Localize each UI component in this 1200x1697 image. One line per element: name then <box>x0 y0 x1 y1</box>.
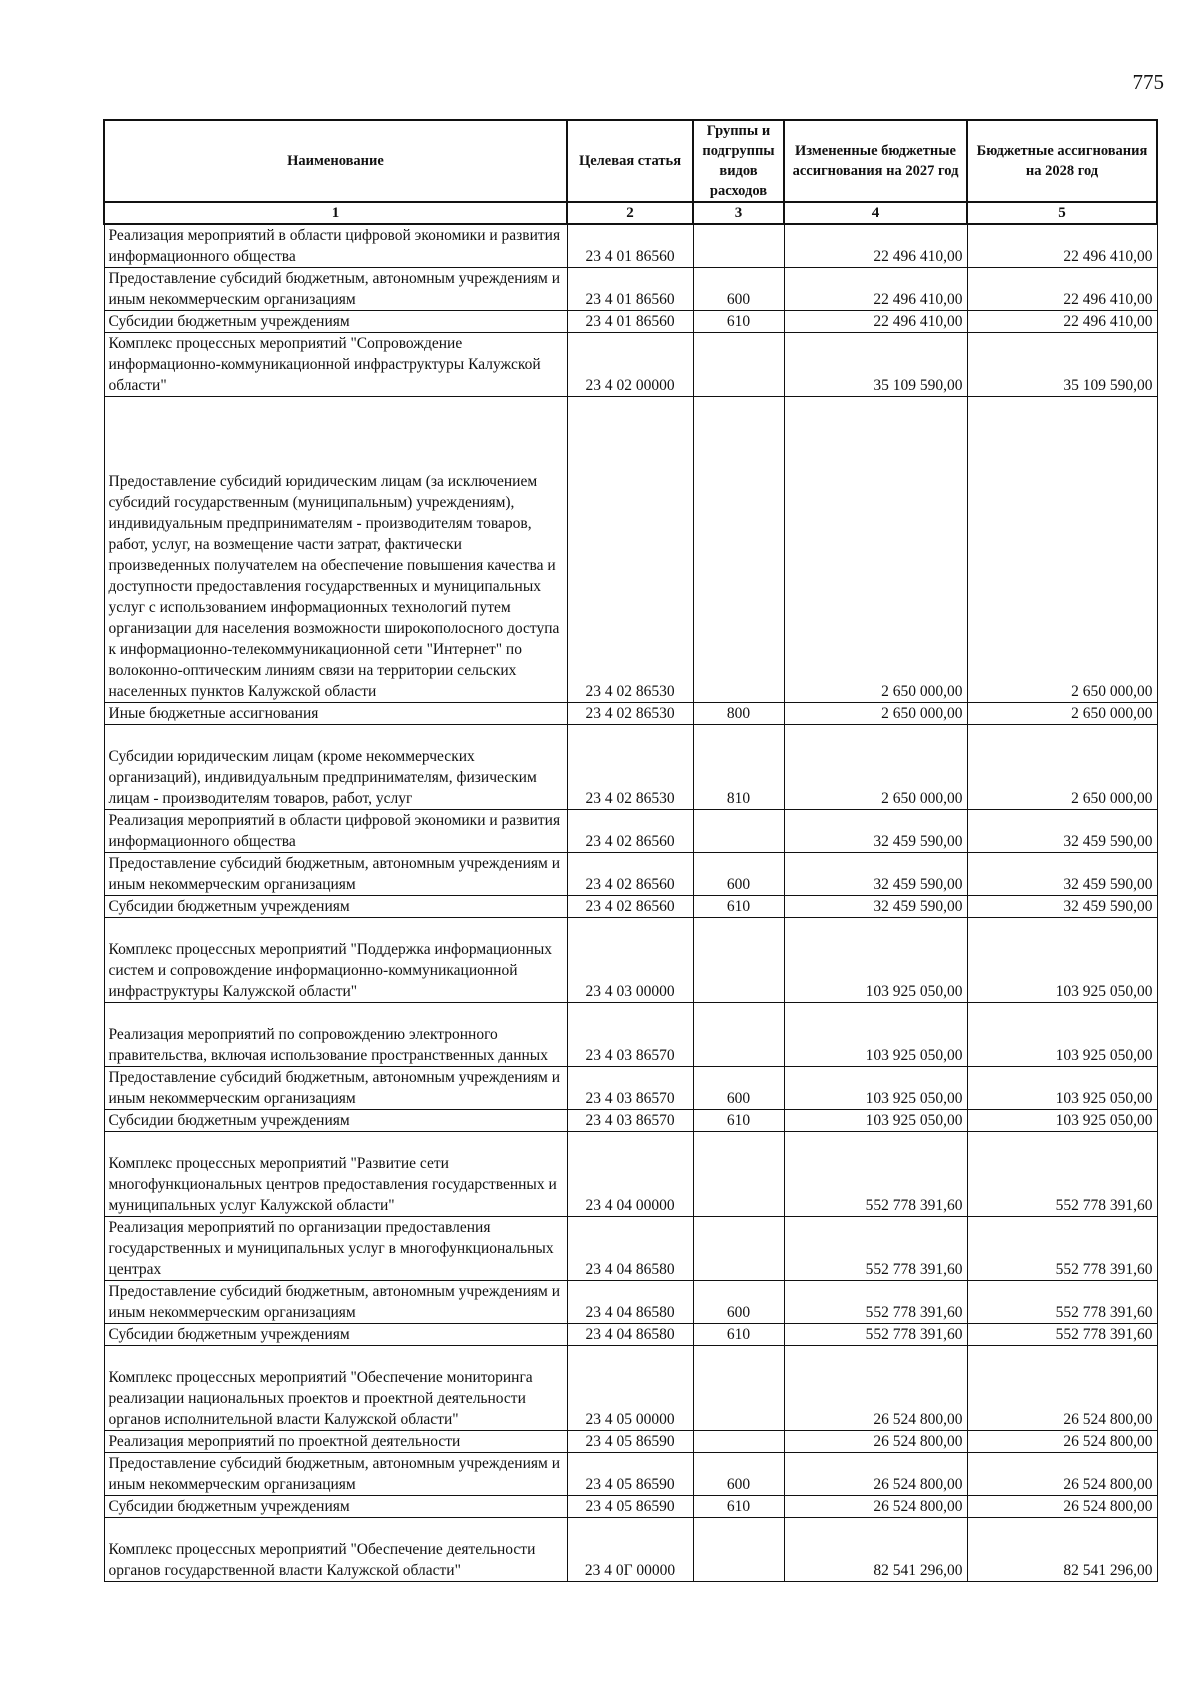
row-amount-2028: 552 778 391,60 <box>967 1324 1157 1346</box>
row-expense-group <box>693 224 784 268</box>
row-amount-2027: 552 778 391,60 <box>784 1324 967 1346</box>
row-amount-2027: 22 496 410,00 <box>784 268 967 311</box>
row-target-article: 23 4 04 86580 <box>567 1281 693 1324</box>
column-number: 2 <box>567 202 693 224</box>
row-amount-2027: 22 496 410,00 <box>784 311 967 333</box>
table-row <box>104 268 1157 311</box>
column-number: 5 <box>967 202 1157 224</box>
row-name: Реализация мероприятий по сопровождению электронного правительства, включая использование пространственных данных <box>104 1003 567 1067</box>
row-name: Субсидии бюджетным учреждениям <box>104 1324 567 1346</box>
row-amount-2028: 2 650 000,00 <box>967 703 1157 725</box>
header-target-article: Целевая статья <box>567 120 693 202</box>
column-number: 3 <box>693 202 784 224</box>
row-amount-2027: 35 109 590,00 <box>784 333 967 397</box>
row-amount-2027: 32 459 590,00 <box>784 896 967 918</box>
table-row <box>104 896 1157 918</box>
row-name: Комплекс процессных мероприятий "Обеспечение мониторинга реализации национальных проектов и проектной деятельности органов исполнительной власти Калужской области" <box>104 1346 567 1431</box>
row-name: Субсидии бюджетным учреждениям <box>104 1496 567 1518</box>
row-target-article: 23 4 03 86570 <box>567 1067 693 1110</box>
row-amount-2028: 552 778 391,60 <box>967 1132 1157 1217</box>
row-name: Иные бюджетные ассигнования <box>104 703 567 725</box>
row-expense-group <box>693 1217 784 1281</box>
table-row <box>104 1496 1157 1518</box>
row-name: Субсидии бюджетным учреждениям <box>104 311 567 333</box>
row-expense-group: 610 <box>693 311 784 333</box>
table-row <box>104 703 1157 725</box>
row-target-article: 23 4 03 86570 <box>567 1110 693 1132</box>
row-target-article: 23 4 05 00000 <box>567 1346 693 1431</box>
row-amount-2027: 2 650 000,00 <box>784 397 967 703</box>
header-allocations-2028: Бюджетные ассигнования на 2028 год <box>967 120 1157 202</box>
row-amount-2028: 26 524 800,00 <box>967 1453 1157 1496</box>
row-expense-group: 800 <box>693 703 784 725</box>
row-amount-2028: 552 778 391,60 <box>967 1281 1157 1324</box>
table-row <box>104 853 1157 896</box>
row-name: Предоставление субсидий бюджетным, автономным учреждениям и иным некоммерческим организациям <box>104 1453 567 1496</box>
row-target-article: 23 4 02 86530 <box>567 725 693 810</box>
table-row <box>104 1003 1157 1067</box>
row-expense-group: 600 <box>693 1453 784 1496</box>
row-expense-group <box>693 397 784 703</box>
row-expense-group <box>693 1003 784 1067</box>
row-expense-group: 610 <box>693 1496 784 1518</box>
row-amount-2027: 32 459 590,00 <box>784 853 967 896</box>
row-target-article: 23 4 02 86560 <box>567 810 693 853</box>
row-target-article: 23 4 02 86560 <box>567 853 693 896</box>
table-row <box>104 224 1157 268</box>
row-amount-2028: 552 778 391,60 <box>967 1217 1157 1281</box>
row-amount-2028: 32 459 590,00 <box>967 896 1157 918</box>
row-target-article: 23 4 05 86590 <box>567 1453 693 1496</box>
row-amount-2028: 22 496 410,00 <box>967 311 1157 333</box>
row-expense-group <box>693 810 784 853</box>
row-amount-2027: 26 524 800,00 <box>784 1346 967 1431</box>
row-expense-group: 600 <box>693 1281 784 1324</box>
table-row <box>104 1110 1157 1132</box>
row-expense-group <box>693 1132 784 1217</box>
row-target-article: 23 4 04 86580 <box>567 1217 693 1281</box>
row-amount-2027: 26 524 800,00 <box>784 1496 967 1518</box>
table-row <box>104 333 1157 397</box>
row-name: Предоставление субсидий бюджетным, автономным учреждениям и иным некоммерческим организациям <box>104 268 567 311</box>
row-amount-2028: 26 524 800,00 <box>967 1431 1157 1453</box>
row-amount-2028: 103 925 050,00 <box>967 1110 1157 1132</box>
row-target-article: 23 4 04 00000 <box>567 1132 693 1217</box>
table-row <box>104 1217 1157 1281</box>
row-expense-group <box>693 333 784 397</box>
table-body <box>104 224 1157 1582</box>
row-name: Комплекс процессных мероприятий "Поддержка информационных систем и сопровождение информационно-коммуникационной инфраструктуры Калужской области" <box>104 918 567 1003</box>
row-amount-2028: 26 524 800,00 <box>967 1346 1157 1431</box>
row-name: Комплекс процессных мероприятий "Сопровождение информационно-коммуникационной инфраструктуры Калужской области" <box>104 333 567 397</box>
table-row <box>104 1346 1157 1431</box>
row-amount-2028: 2 650 000,00 <box>967 725 1157 810</box>
row-amount-2028: 26 524 800,00 <box>967 1496 1157 1518</box>
row-amount-2027: 2 650 000,00 <box>784 725 967 810</box>
row-name: Предоставление субсидий бюджетным, автономным учреждениям и иным некоммерческим организациям <box>104 853 567 896</box>
page-number: 775 <box>1132 70 1164 94</box>
column-number: 4 <box>784 202 967 224</box>
table-row <box>104 1518 1157 1582</box>
row-expense-group <box>693 1346 784 1431</box>
row-target-article: 23 4 02 86530 <box>567 397 693 703</box>
row-target-article: 23 4 01 86560 <box>567 224 693 268</box>
row-name: Субсидии бюджетным учреждениям <box>104 1110 567 1132</box>
row-expense-group: 600 <box>693 1067 784 1110</box>
table-row <box>104 1431 1157 1453</box>
row-target-article: 23 4 02 00000 <box>567 333 693 397</box>
table-row <box>104 725 1157 810</box>
table-row <box>104 1132 1157 1217</box>
row-target-article: 23 4 03 00000 <box>567 918 693 1003</box>
row-amount-2027: 26 524 800,00 <box>784 1453 967 1496</box>
row-expense-group <box>693 1431 784 1453</box>
row-amount-2028: 22 496 410,00 <box>967 268 1157 311</box>
row-amount-2027: 103 925 050,00 <box>784 1110 967 1132</box>
row-name: Реализация мероприятий по проектной деятельности <box>104 1431 567 1453</box>
row-amount-2028: 32 459 590,00 <box>967 853 1157 896</box>
row-target-article: 23 4 03 86570 <box>567 1003 693 1067</box>
header-expense-groups: Группы и подгруппы видов расходов <box>693 120 784 202</box>
column-number: 1 <box>104 202 567 224</box>
row-expense-group <box>693 918 784 1003</box>
table-row <box>104 1324 1157 1346</box>
header-allocations-2027: Измененные бюджетные ассигнования на 2027 год <box>784 120 967 202</box>
row-amount-2027: 103 925 050,00 <box>784 1003 967 1067</box>
row-name: Предоставление субсидий бюджетным, автономным учреждениям и иным некоммерческим организациям <box>104 1281 567 1324</box>
row-amount-2028: 22 496 410,00 <box>967 224 1157 268</box>
row-amount-2027: 103 925 050,00 <box>784 918 967 1003</box>
row-target-article: 23 4 02 86530 <box>567 703 693 725</box>
row-amount-2028: 2 650 000,00 <box>967 397 1157 703</box>
row-amount-2028: 32 459 590,00 <box>967 810 1157 853</box>
row-target-article: 23 4 01 86560 <box>567 268 693 311</box>
row-amount-2028: 103 925 050,00 <box>967 1003 1157 1067</box>
row-amount-2027: 22 496 410,00 <box>784 224 967 268</box>
row-amount-2027: 103 925 050,00 <box>784 1067 967 1110</box>
row-amount-2027: 82 541 296,00 <box>784 1518 967 1582</box>
row-amount-2028: 82 541 296,00 <box>967 1518 1157 1582</box>
table-row <box>104 918 1157 1003</box>
row-amount-2028: 35 109 590,00 <box>967 333 1157 397</box>
row-expense-group: 610 <box>693 1324 784 1346</box>
row-expense-group: 600 <box>693 853 784 896</box>
row-amount-2027: 552 778 391,60 <box>784 1132 967 1217</box>
row-target-article: 23 4 0Г 00000 <box>567 1518 693 1582</box>
row-target-article: 23 4 01 86560 <box>567 311 693 333</box>
table-row <box>104 397 1157 703</box>
table-row <box>104 1281 1157 1324</box>
row-amount-2027: 26 524 800,00 <box>784 1431 967 1453</box>
row-expense-group: 810 <box>693 725 784 810</box>
row-amount-2027: 552 778 391,60 <box>784 1281 967 1324</box>
table-row <box>104 1067 1157 1110</box>
table-row <box>104 810 1157 853</box>
row-name: Комплекс процессных мероприятий "Развитие сети многофункциональных центров предоставления государственных и муниципальных услуг Калужской области" <box>104 1132 567 1217</box>
row-amount-2027: 32 459 590,00 <box>784 810 967 853</box>
row-expense-group: 610 <box>693 896 784 918</box>
row-name: Субсидии бюджетным учреждениям <box>104 896 567 918</box>
row-amount-2027: 552 778 391,60 <box>784 1217 967 1281</box>
row-target-article: 23 4 05 86590 <box>567 1431 693 1453</box>
budget-table <box>103 119 1158 1582</box>
row-name: Реализация мероприятий в области цифровой экономики и развития информационного общества <box>104 810 567 853</box>
row-name: Комплекс процессных мероприятий "Обеспечение деятельности органов государственной власти Калужской области" <box>104 1518 567 1582</box>
row-name: Реализация мероприятий в области цифровой экономики и развития информационного общества <box>104 224 567 268</box>
row-amount-2028: 103 925 050,00 <box>967 1067 1157 1110</box>
header-name: Наименование <box>104 120 567 202</box>
row-expense-group: 610 <box>693 1110 784 1132</box>
row-name: Субсидии юридическим лицам (кроме некоммерческих организаций), индивидуальным предпринимателям, физическим лицам - производителям товаров, работ, услуг <box>104 725 567 810</box>
row-amount-2028: 103 925 050,00 <box>967 918 1157 1003</box>
row-target-article: 23 4 02 86560 <box>567 896 693 918</box>
row-expense-group <box>693 1518 784 1582</box>
row-name: Реализация мероприятий по организации предоставления государственных и муниципальных услуг в многофункциональных центрах <box>104 1217 567 1281</box>
row-amount-2027: 2 650 000,00 <box>784 703 967 725</box>
table-row <box>104 1453 1157 1496</box>
row-expense-group: 600 <box>693 268 784 311</box>
row-name: Предоставление субсидий юридическим лицам (за исключением субсидий государственным (муниципальным) учреждениям), индивидуальным предпринимателям - производителям товаров, работ, услуг, на возмещение части затрат, фактически произведенных получателем на обеспечение повышения качества и доступности предоставления государственных и муниципальных услуг с использованием информационных технологий путем организации для населения возможности широкополосного доступа к информационно-телекоммуникационной сети "Интернет" по волоконно-оптическим линиям связи на территории сельских населенных пунктов Калужской области <box>104 397 567 703</box>
table-row <box>104 311 1157 333</box>
row-name: Предоставление субсидий бюджетным, автономным учреждениям и иным некоммерческим организациям <box>104 1067 567 1110</box>
row-target-article: 23 4 05 86590 <box>567 1496 693 1518</box>
row-target-article: 23 4 04 86580 <box>567 1324 693 1346</box>
